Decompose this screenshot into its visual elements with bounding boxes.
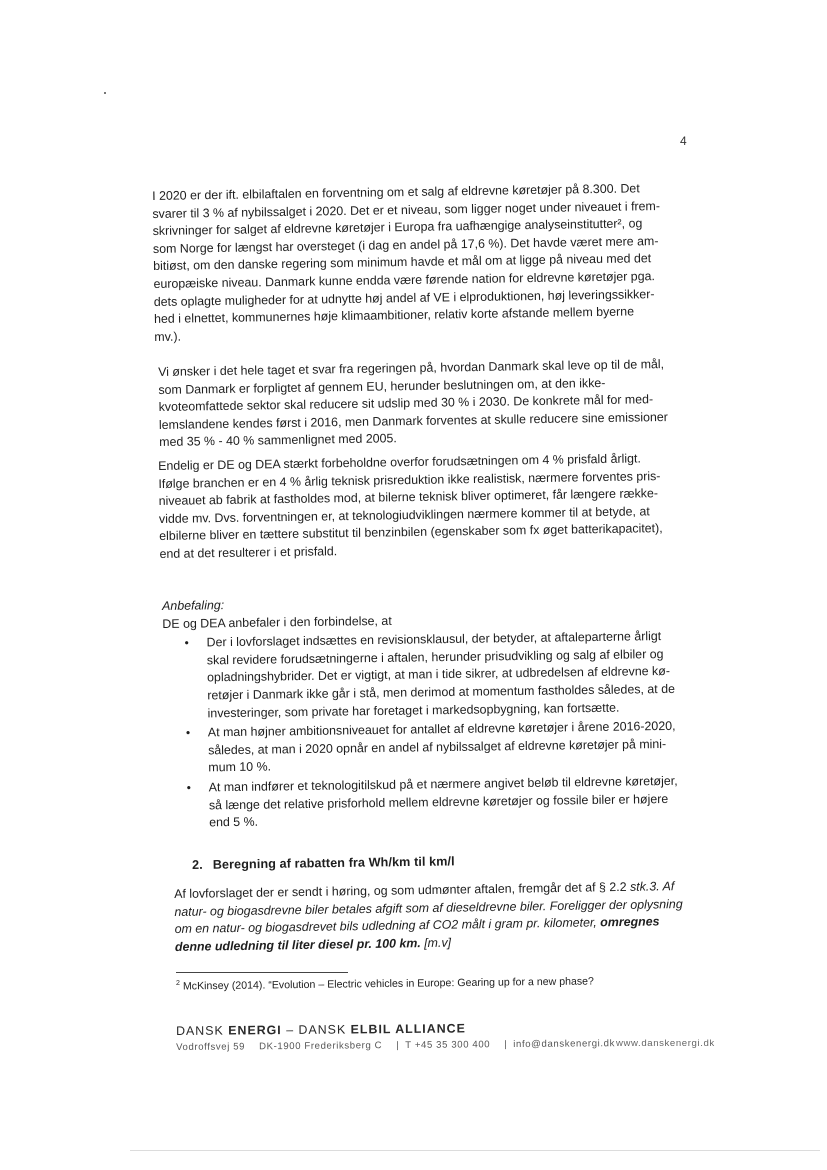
text-span: Af lovforslaget der er sendt i høring, og som udmønter aftalen, fremgår det af § 2.2 xyxy=(174,879,631,901)
footnote-text: McKinsey (2014). “Evolution – Electric vehicles in Europe: Gearing up for a new phase? xyxy=(179,975,594,993)
footer-address: Vodroffsvej 59 xyxy=(176,1041,246,1053)
text-line: vidde mv. Dvs. forventningen er, at teknologiudviklingen nærmere kommer til at betyde, at xyxy=(158,504,650,526)
text-span-italic: [m.v] xyxy=(420,935,452,950)
list-item xyxy=(164,718,711,778)
scan-artifact xyxy=(104,92,106,94)
text-line: Endelig er DE og DEA stærkt forbeholdne overfor forudsætningen om 4 % prisfald årligt. xyxy=(158,451,641,473)
text-line: mv.). xyxy=(154,329,182,344)
text-line: således, at man i 2020 opnår en andel af nybilssalget af eldrevne køretøjer på mini- xyxy=(208,736,667,758)
text-line: kvoteomfattede sektor skal reducere sit udslip med 30 % i 2030. De konkrete mål for med- xyxy=(158,392,654,415)
paragraph-eu-targets xyxy=(158,356,695,452)
text-line: europæiske niveau. Danmark kunne endda være førende nation for eldrevne køretøjer pga. xyxy=(153,269,655,291)
text-line: niveauet ab fabrik at fastholdes mod, at bilerne teknisk bliver optimeret, får længere række- xyxy=(158,486,659,509)
footer-city: DK-1900 Frederiksberg C xyxy=(259,1040,383,1053)
text-line: end 5 %. xyxy=(209,814,259,830)
footer-contact: Vodroffsvej 59 DK-1900 Frederiksberg C | T +45 35 300 400 | info@danskenergi.dk xyxy=(176,1038,616,1053)
footnote-marker: 2 xyxy=(176,979,180,987)
section-number: 2. xyxy=(192,857,203,872)
footnote xyxy=(176,975,594,993)
text-line: svarer til 3 % af nybilssalget i 2020. Det er et niveau, som ligger noget under niveauet i frem- xyxy=(152,198,661,221)
paragraph-lovforslag xyxy=(174,878,715,957)
page-number: 4 xyxy=(680,134,687,148)
text-line: Ifølge branchen er en 4 % årlig teknisk prisreduktion ikke realistisk, nærmere forventes pris- xyxy=(158,468,661,491)
recommendation-heading: Anbefaling: xyxy=(162,598,225,613)
text-span-bold: omregnes xyxy=(600,914,660,930)
text-line: investeringer, som private har foretaget i markedsopbygning, kan fortsætte. xyxy=(207,700,620,720)
paragraph-price-assumption xyxy=(158,450,696,564)
list-item xyxy=(163,628,710,724)
paragraph-elbil-forecast xyxy=(152,180,694,347)
section-heading xyxy=(192,854,455,872)
text-line: hed i elnettet, kommunernes høje klimaambitioner, relativ korte afstande mellem byerne xyxy=(153,304,635,327)
text-line: så længe det relative prisforhold mellem eldrevne køretøjer og fossile biler er højere xyxy=(208,791,669,812)
text-span-italic: om en natur- og biogasdrevet bils udledning af CO2 målt i gram pr. kilometer, xyxy=(174,915,601,937)
bullet-icon: • xyxy=(185,725,191,740)
footer-email: info@danskenergi.dk xyxy=(513,1038,616,1051)
recommendation-list xyxy=(163,628,712,833)
text-line: elbilerne bliver en tættere substitut til benzinbilen (egenskaber som fx øget batterikapacitet), xyxy=(159,521,663,544)
text-line: natur- og biogasdrevne biler betales afgift som af dieseldrevne biler. Foreligger der oplysning xyxy=(174,896,683,919)
text-line: mum 10 %. xyxy=(208,759,272,775)
text-line: I 2020 er der ift. elbilaftalen en forventning om et salg af eldrevne køretøjer på 8.300. Det xyxy=(152,181,640,203)
text-line: retøjer i Danmark ikke går i stå, men derimod at momentum fastholdes således, at de xyxy=(207,681,676,703)
text-line: Der i lovforslaget indsættes en revisionsklausul, der betyder, at aftaleparterne årligt xyxy=(206,629,662,650)
list-item xyxy=(165,772,712,832)
recommendation-intro: DE og DEA anbefaler i den forbindelse, at xyxy=(162,613,392,631)
text-line: bitiøst, om den danske regering som minimum havde et mål om at ligge på niveau med det xyxy=(153,251,652,274)
brand-separator: – DANSK xyxy=(281,1022,351,1038)
scan-edge-line xyxy=(130,1150,820,1151)
bullet-icon: • xyxy=(186,780,191,795)
text-line: skrivninger for salget af eldrevne køretøjer i Europa fra uafhængige analyseinstitutter², og xyxy=(152,216,643,239)
text-line: lemslandene kendes først i 2016, men Danmark forventes at skulle reducere sine emissioner xyxy=(158,409,668,432)
text-line: som Norge for længst har oversteget (i dag en andel på 17,6 %). Det havde været mere am- xyxy=(152,233,659,256)
text-span-bold: denne udledning til liter diesel pr. 100 km. xyxy=(174,935,421,954)
text-line: dets oplagte muligheder for at udnytte høj andel af VE i elproduktionen, høj leveringssikker- xyxy=(153,286,655,309)
brand-part2-bold: ELBIL ALLIANCE xyxy=(350,1021,466,1037)
text-line: end at det resulterer i et prisfald. xyxy=(159,544,338,561)
text-line: At man højner ambitionsniveauet for antallet af eldrevne køretøjer i årene 2016-2020, xyxy=(207,718,676,740)
brand-part1: DANSK xyxy=(176,1023,229,1038)
brand-part1-bold: ENERGI xyxy=(228,1023,282,1038)
section-title: Beregning af rabatten fra Wh/km til km/l xyxy=(212,854,455,872)
footnote-divider xyxy=(176,972,348,973)
text-line: Vi ønsker i det hele taget et svar fra regeringen på, hvordan Danmark skal leve op til de mål, xyxy=(158,357,665,379)
text-line: som Danmark er forpligtet af gennem EU, herunder beslutningen om, at den ikke- xyxy=(158,375,606,397)
footer-brand xyxy=(176,1021,466,1038)
bullet-icon: • xyxy=(184,635,189,650)
text-line: skal revidere forudsætningerne i aftalen, herunder prisudvikling og salg af elbiler og xyxy=(206,646,664,668)
text-line: At man indfører et teknologitilskud på et nærmere angivet beløb til eldrevne køretøjer, xyxy=(208,773,678,795)
text-span-italic: stk.3. Af xyxy=(629,879,675,894)
footer-website: www.danskenergi.dk xyxy=(616,1038,715,1049)
footer-phone: T +45 35 300 400 xyxy=(405,1039,491,1051)
text-line: med 35 % - 40 % sammenlignet med 2005. xyxy=(159,431,397,450)
recommendation-block xyxy=(162,590,711,834)
text-line: opladningshybrider. Det er vigtigt, at man i tide sikrer, at udbredelsen af eldrevne kø- xyxy=(207,664,670,685)
